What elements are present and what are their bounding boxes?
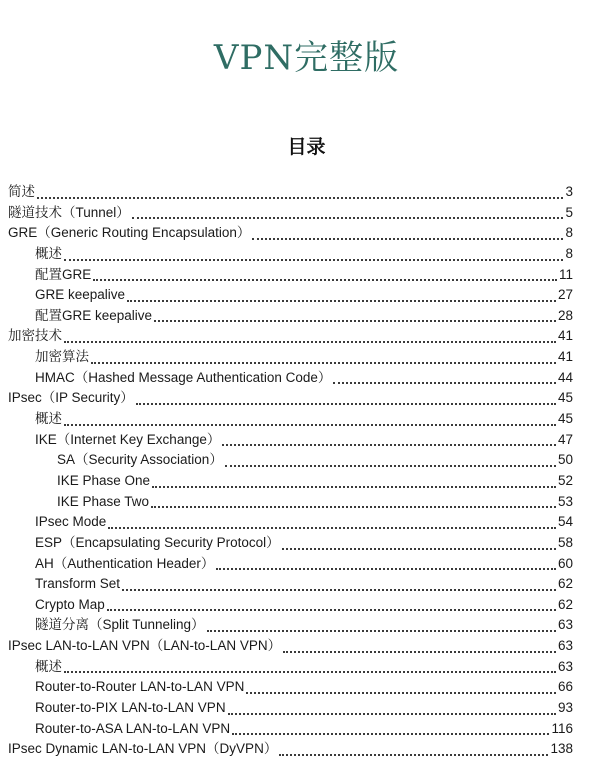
toc-leader-dots: [37, 197, 563, 199]
toc-entry-label[interactable]: IKE Phase Two: [57, 493, 150, 509]
toc-page-number: 8: [565, 245, 573, 261]
toc-entry[interactable]: [8, 265, 573, 286]
toc-page-number: 66: [557, 679, 573, 695]
toc-page-number: 58: [557, 534, 573, 550]
toc-entry[interactable]: [8, 492, 573, 513]
toc-leader-dots: [154, 320, 556, 322]
toc-leader-dots: [64, 424, 556, 426]
toc-leader-dots: [151, 506, 556, 508]
toc-entry[interactable]: [8, 388, 573, 409]
toc-entry[interactable]: [8, 574, 573, 595]
toc-entry-label[interactable]: 隧道技术（Tunnel）: [8, 204, 130, 220]
toc-entry-label[interactable]: 概述: [35, 658, 62, 674]
toc-page-number: 60: [557, 555, 573, 571]
toc-entry[interactable]: [8, 533, 573, 554]
document-title: VPN完整版: [213, 38, 400, 78]
toc-entry[interactable]: [8, 595, 573, 616]
toc-entry[interactable]: [8, 347, 573, 368]
toc-entry-label[interactable]: Router-to-PIX LAN-to-LAN VPN: [35, 700, 226, 716]
toc-leader-dots: [283, 651, 556, 653]
toc-leader-dots: [152, 486, 556, 488]
toc-page-number: 47: [557, 431, 573, 447]
toc-leader-dots: [225, 465, 556, 467]
toc-entry[interactable]: [8, 554, 573, 575]
toc-page-number: 53: [557, 493, 573, 509]
toc-leader-dots: [91, 362, 556, 364]
toc-page-number: 62: [557, 596, 573, 612]
toc-entry-label[interactable]: ESP（Encapsulating Security Protocol）: [35, 534, 280, 550]
toc-leader-dots: [107, 609, 556, 611]
toc-entry[interactable]: [8, 223, 573, 244]
toc-entry[interactable]: [8, 615, 573, 636]
toc-entry-label[interactable]: 配置GRE keepalive: [35, 307, 153, 323]
toc-entry[interactable]: [8, 203, 573, 224]
toc-page-number: 54: [557, 514, 573, 530]
toc-page-number: 116: [551, 720, 573, 736]
toc-entry[interactable]: [8, 636, 573, 657]
toc-entry-label[interactable]: IPsec LAN-to-LAN VPN（LAN-to-LAN VPN）: [8, 638, 282, 654]
toc-leader-dots: [279, 754, 548, 756]
toc-entry[interactable]: [8, 471, 573, 492]
toc-entry[interactable]: [8, 657, 573, 678]
toc-list: [0, 182, 613, 760]
toc-entry[interactable]: [8, 306, 573, 327]
toc-entry-label[interactable]: 概述: [35, 411, 62, 427]
toc-page-number: 5: [565, 204, 573, 220]
toc-entry[interactable]: [8, 244, 573, 265]
toc-leader-dots: [333, 382, 556, 384]
toc-leader-dots: [282, 548, 556, 550]
toc-entry-label[interactable]: Router-to-ASA LAN-to-LAN VPN: [35, 720, 231, 736]
toc-page-number: 93: [557, 700, 573, 716]
toc-entry-label[interactable]: Crypto Map: [35, 596, 105, 612]
toc-entry[interactable]: [8, 677, 573, 698]
toc-entry-label[interactable]: GRE（Generic Routing Encapsulation）: [8, 225, 251, 241]
toc-entry-label[interactable]: 配置GRE: [35, 266, 92, 282]
toc-leader-dots: [122, 589, 556, 591]
toc-page-number: 3: [565, 184, 573, 199]
toc-page-number: 28: [557, 307, 573, 323]
toc-leader-dots: [108, 527, 556, 529]
toc-heading: 目录: [287, 137, 326, 158]
toc-page-number: 8: [565, 225, 573, 241]
toc-entry[interactable]: [8, 698, 573, 719]
toc-leader-dots: [232, 733, 549, 735]
toc-leader-dots: [228, 713, 556, 715]
toc-entry-label[interactable]: 隧道分离（Split Tunneling）: [35, 617, 205, 633]
toc-entry[interactable]: [8, 739, 573, 760]
toc-page-number: 45: [557, 390, 573, 406]
toc-leader-dots: [246, 692, 556, 694]
toc-entry-label[interactable]: 简述: [8, 184, 35, 199]
toc-leader-dots: [207, 630, 556, 632]
toc-entry[interactable]: [8, 285, 573, 306]
toc-leader-dots: [132, 217, 564, 219]
toc-leader-dots: [222, 444, 556, 446]
toc-entry-label[interactable]: 加密技术: [8, 328, 62, 344]
toc-page-number: 44: [557, 369, 573, 385]
toc-page-number: 138: [550, 741, 573, 757]
toc-leader-dots: [216, 568, 556, 570]
toc-entry[interactable]: [8, 368, 573, 389]
toc-entry-label[interactable]: IPsec Mode: [35, 514, 107, 530]
toc-entry[interactable]: [8, 450, 573, 471]
toc-page-number: 63: [557, 658, 573, 674]
toc-entry-label[interactable]: SA（Security Association）: [57, 452, 223, 468]
toc-entry[interactable]: [8, 182, 573, 203]
toc-entry-label[interactable]: AH（Authentication Header）: [35, 555, 215, 571]
toc-page-number: 52: [557, 472, 573, 488]
toc-page-number: 50: [557, 452, 573, 468]
toc-entry-label[interactable]: Router-to-Router LAN-to-LAN VPN: [35, 679, 245, 695]
toc-page-number: 11: [558, 266, 573, 282]
toc-page-number: 41: [557, 328, 573, 344]
toc-entry-label[interactable]: IPsec（IP Security）: [8, 390, 134, 406]
toc-entry[interactable]: [8, 409, 573, 430]
toc-entry[interactable]: [8, 326, 573, 347]
toc-entry-label[interactable]: Transform Set: [35, 576, 121, 592]
toc-entry-label[interactable]: 概述: [35, 245, 62, 261]
toc-entry[interactable]: [8, 719, 573, 740]
toc-leader-dots: [136, 403, 556, 405]
toc-leader-dots: [64, 341, 556, 343]
toc-leader-dots: [252, 238, 563, 240]
toc-leader-dots: [93, 279, 557, 281]
toc-page-number: 41: [557, 349, 573, 365]
toc-page-number: 63: [557, 617, 573, 633]
toc-page-number: 63: [557, 638, 573, 654]
toc-page-number: 62: [557, 576, 573, 592]
toc-entry[interactable]: [8, 430, 573, 451]
toc-leader-dots: [64, 671, 556, 673]
toc-entry-label[interactable]: GRE keepalive: [35, 287, 126, 303]
toc-leader-dots: [127, 300, 556, 302]
toc-leader-dots: [64, 259, 563, 261]
toc-entry-label[interactable]: 加密算法: [35, 349, 89, 365]
toc-entry-label[interactable]: IPsec Dynamic LAN-to-LAN VPN（DyVPN）: [8, 741, 278, 757]
toc-entry-label[interactable]: IKE（Internet Key Exchange）: [35, 431, 221, 447]
toc-page-number: 27: [557, 287, 573, 303]
toc-entry[interactable]: [8, 512, 573, 533]
toc-entry-label[interactable]: HMAC（Hashed Message Authentication Code）: [35, 369, 332, 385]
toc-entry-label[interactable]: IKE Phase One: [57, 472, 151, 488]
toc-page-number: 45: [557, 411, 573, 427]
